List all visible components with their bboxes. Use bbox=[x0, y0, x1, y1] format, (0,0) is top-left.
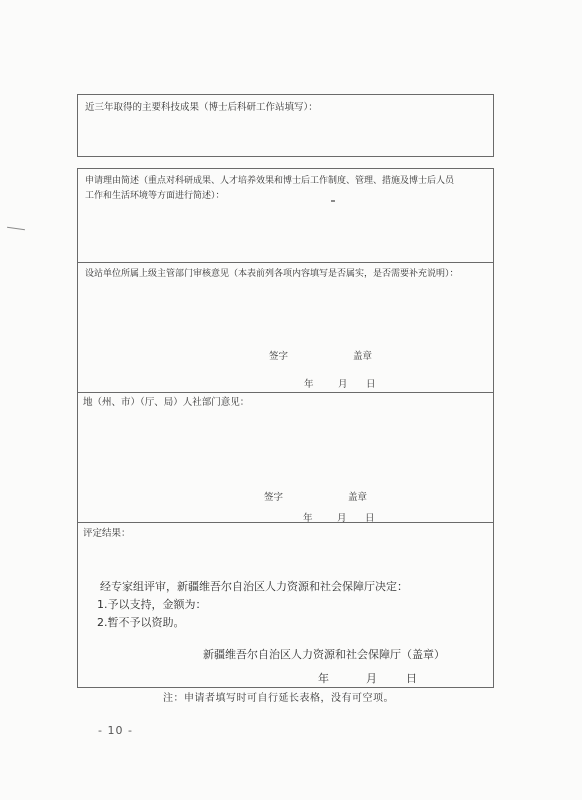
result-label: 评定结果： bbox=[83, 528, 131, 539]
result-intro: 经专家组评审，新疆维吾尔自治区人力资源和社会保障厅决定： bbox=[100, 580, 408, 593]
reason-label-line2: 工作和生活环境等方面进行简述）： bbox=[85, 191, 225, 201]
hrss-month-label: 月 bbox=[337, 513, 347, 524]
result-year: 年 bbox=[318, 672, 329, 685]
reason-label-line1: 申请理由简述（重点对科研成果、人才培养效果和博士后工作制度、管理、措施及博士后人员 bbox=[85, 176, 455, 186]
result-cell bbox=[78, 522, 493, 689]
footnote: 注：申请者填写时可自行延长表格，没有可空项。 bbox=[163, 693, 394, 704]
result-option-support: 1.予以支持，金额为： bbox=[97, 598, 207, 611]
achievements-label: 近三年取得的主要科技成果（博士后科研工作站填写）： bbox=[85, 102, 318, 113]
dept-seal-label: 盖章 bbox=[353, 351, 373, 362]
scan-mark bbox=[7, 227, 25, 230]
hrss-day-label: 日 bbox=[365, 513, 375, 524]
hrss-opinion-label: 地（州、市）（厅、局）人社部门意见： bbox=[83, 397, 250, 408]
reason-cell bbox=[78, 169, 493, 262]
result-month: 月 bbox=[366, 672, 377, 685]
main-table bbox=[77, 168, 494, 688]
dept-opinion-label: 设站单位所属上级主管部门审核意见（本表前列各项内容填写是否属实，是否需要补充说明）： bbox=[85, 269, 459, 279]
dept-day-label: 日 bbox=[366, 379, 376, 390]
dept-year-label: 年 bbox=[304, 379, 314, 390]
dept-opinion-cell bbox=[78, 262, 493, 392]
hrss-opinion-cell bbox=[78, 392, 493, 522]
hrss-seal-label: 盖章 bbox=[348, 492, 368, 503]
hrss-sign-label: 签字 bbox=[264, 492, 284, 503]
dept-month-label: 月 bbox=[338, 379, 348, 390]
result-day: 日 bbox=[406, 672, 417, 685]
hrss-year-label: 年 bbox=[303, 513, 313, 524]
achievements-box bbox=[77, 94, 494, 157]
scan-dot bbox=[331, 200, 335, 202]
result-authority: 新疆维吾尔自治区人力资源和社会保障厅（盖章） bbox=[203, 648, 445, 661]
dept-sign-label: 签字 bbox=[269, 351, 289, 362]
result-option-reject: 2.暂不予以资助。 bbox=[97, 616, 185, 629]
page-number: - 10 - bbox=[98, 724, 133, 737]
